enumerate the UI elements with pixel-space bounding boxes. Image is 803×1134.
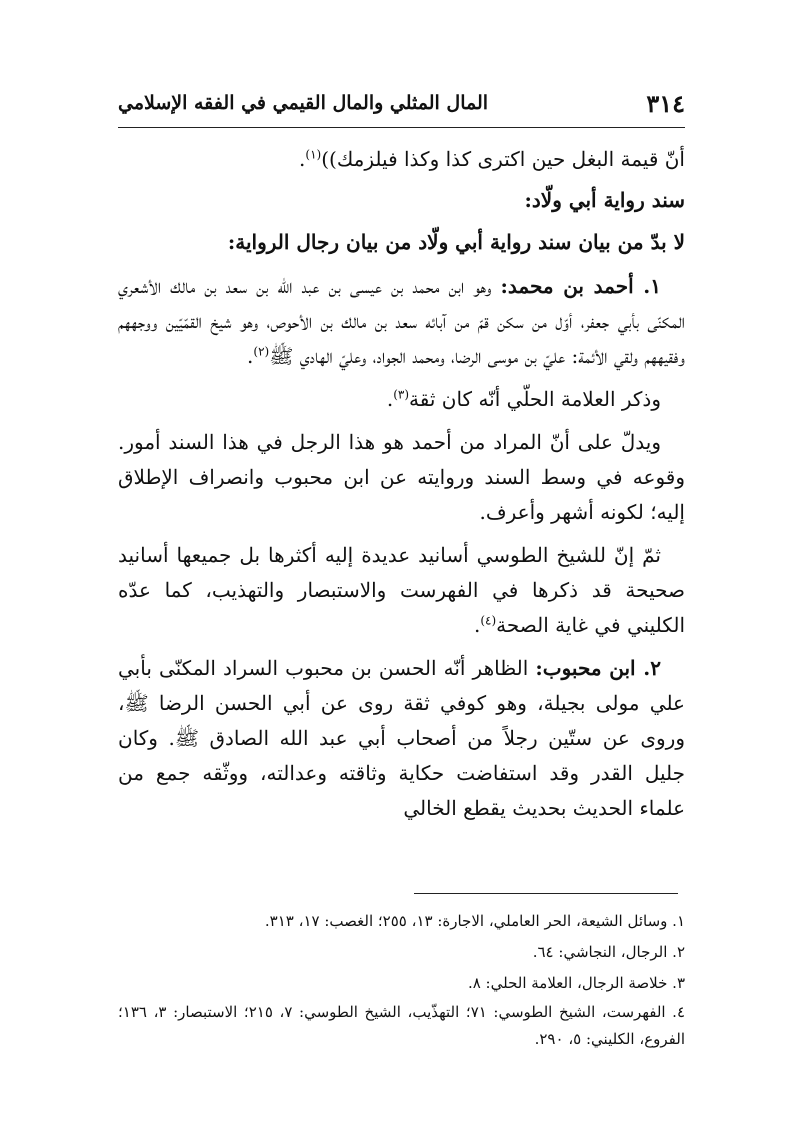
narrator-name: ١. أحمد بن محمد: <box>500 274 661 298</box>
section-heading: سند رواية أبي ولّاد: <box>524 188 685 212</box>
page-number: ٣١٤ <box>646 88 685 118</box>
paragraph-evidence: ويدلّ على أنّ المراد من أحمد هو هذا الرجل في هذا السند أمور. وقوعه في وسط السند وروايته عن ابن محبوب وانصراف الإطلاق إليه؛ لكونه أشهر وأعرف. <box>118 430 685 524</box>
footnote-2: ٢. الرجال، النجاشي: ٦٤. <box>532 943 685 961</box>
paragraph-ahmad: ١. أحمد بن محمد: وهو ابن محمد بن عيسى بن عبد الله بن سعد بن مالك الأشعري المكنّى بأبي جعفر، أوّل من سكن قمّ من آبائه سعد بن مالك بن الأحوص، وهو شيخ القمّيّين ووجههم وفقيههم ولقي الأئمة: عليّ بن موسى الرضا، ومحمد الجواد، وعليّ الهادي ﷺ$^{(٢)}$. <box>118 274 685 368</box>
footnotes <box>118 906 685 1053</box>
subsection-heading: لا بدّ من بيان سند رواية أبي ولّاد من بيان رجال الرواية: <box>227 230 685 254</box>
footnote-ref[interactable]: (١) <box>305 147 322 162</box>
paragraph-allama: وذكر العلامة الحلّي أنّه كان ثقة$^{(٣)}$. <box>386 387 661 411</box>
main-text <box>118 142 685 826</box>
footnote-3: ٣. خلاصة الرجال، العلامة الحلي: ٨. <box>467 974 685 992</box>
paragraph-ibn-mahbub: ٢. ابن محبوب: الظاهر أنّه الحسن بن محبوب السراد المكنّى بأبي علي مولى بجيلة، وهو كوفي ثقة روى عن أبي الحسن الرضا ﷺ، وروى عن ستّين رجلاً من أصحاب أبي عبد الله الصادق ﷺ. وكان جليل القدر وقد استفاضت حكاية وثاقته وعدالته، ووثّقه جمع من علماء الحديث بحديث يقطع الخالي <box>118 656 685 820</box>
paragraph-quote-end: أنّ قيمة البغل حين اكترى كذا وكذا فيلزمك))$^{(١)}$. <box>299 147 685 171</box>
footnote-ref[interactable]: (٤) <box>480 613 497 628</box>
footnote-ref[interactable]: (٢) <box>253 344 270 359</box>
paragraph-tusi: ثمّ إنّ للشيخ الطوسي أسانيد عديدة إليه أكثرها بل جميعها أسانيد صحيحة قد ذكرها في الفهرست والاستبصار والتهذيب، كما عدّه الكليني في غاية الصحة$^{(٤)}$. <box>118 543 685 637</box>
footnote-divider <box>414 893 678 894</box>
footnote-4: ٤. الفهرست، الشيخ الطوسي: ٧١؛ التهذّيب، الشيخ الطوسي: ٧، ٢١٥؛ الاستبصار: ٣، ١٣٦؛ الفروع، الكليني: ٥، ٢٩٠. <box>118 1003 686 1048</box>
footnote-1: ١. وسائل الشيعة، الحر العاملي، الاجارة: ١٣، ٢٥٥؛ الغصب: ١٧، ٣١٣. <box>264 912 685 930</box>
footnote-ref[interactable]: (٣) <box>393 387 410 402</box>
page-header <box>118 86 685 120</box>
header-divider <box>118 127 685 128</box>
running-title: المال المثلي والمال القيمي في الفقه الإسلامي <box>118 92 489 114</box>
narrator-name: ٢. ابن محبوب: <box>535 656 662 680</box>
